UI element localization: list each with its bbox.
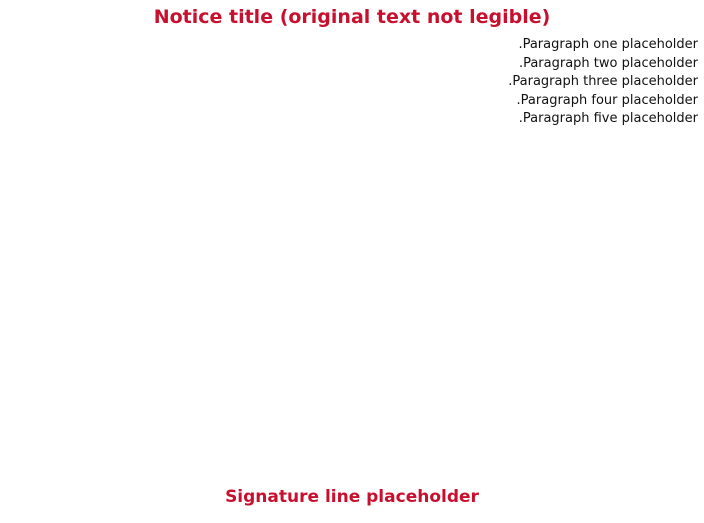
notice-title: Notice title (original text not legible) [153,6,551,28]
notice-paragraph: Paragraph five placeholder. [518,111,698,127]
notice-signature: Signature line placeholder [225,487,479,507]
notice-paragraph: Paragraph four placeholder. [516,92,698,108]
notice-paragraph: Paragraph three placeholder. [508,74,698,90]
notice-paragraph: Paragraph one placeholder. [518,37,698,52]
notice-paragraph: Paragraph two placeholder. [518,55,698,71]
notice-body [6,36,698,129]
